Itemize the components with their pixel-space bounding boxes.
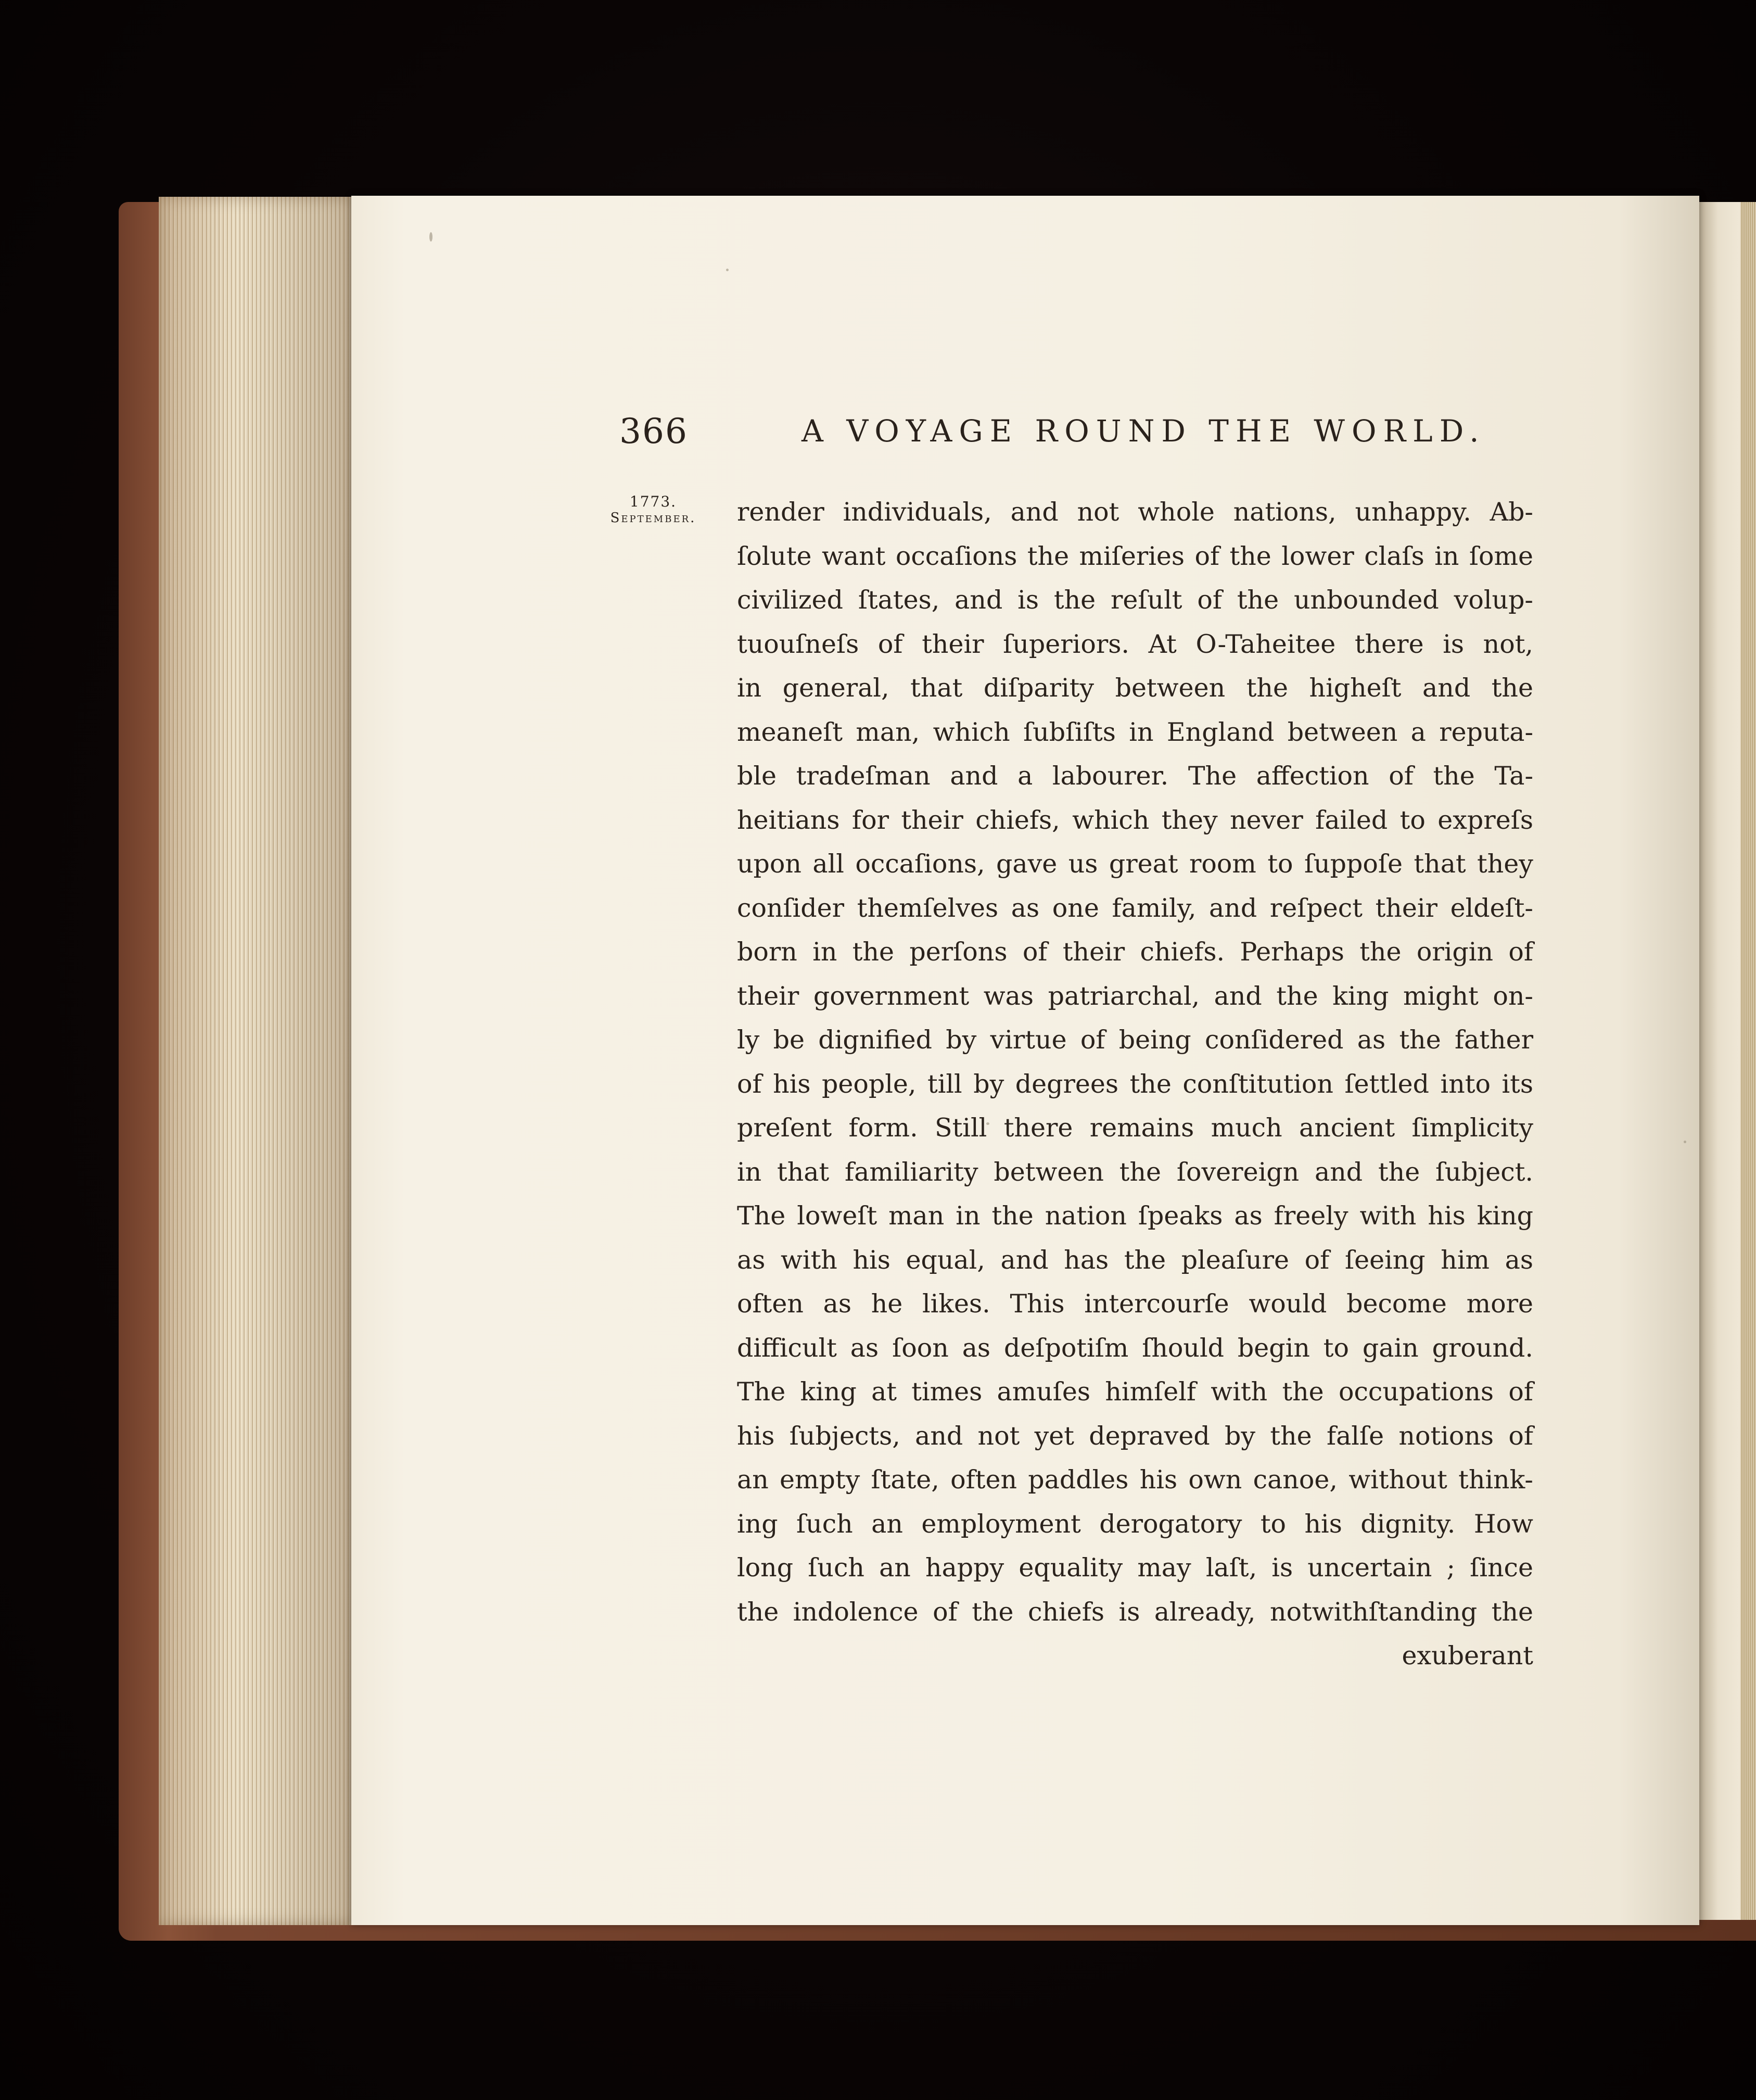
text-line: ble tradeſman and a labourer. The affection of the Ta- bbox=[737, 761, 1533, 791]
page-edges bbox=[159, 197, 352, 1925]
text-line: ing ſuch an employment derogatory to his dignity. How bbox=[737, 1509, 1533, 1539]
text-line: difficult as ſoon as deſpotiſm ſhould begin to gain ground. bbox=[737, 1333, 1533, 1363]
running-head bbox=[619, 411, 1535, 458]
catchword: exuberant bbox=[1402, 1641, 1533, 1671]
text-line: often as he likes. This intercourſe would become more bbox=[737, 1289, 1533, 1319]
text-line: in general, that diſparity between the higheſt and the bbox=[737, 673, 1533, 703]
text-line: upon all occaſions, gave us great room to ſuppoſe that they bbox=[737, 849, 1533, 879]
facing-page-edge bbox=[1698, 202, 1756, 1920]
text-line: civilized ſtates, and is the reſult of the unbounded volup- bbox=[737, 585, 1533, 615]
marginal-month: September. bbox=[610, 510, 696, 526]
text-line: ly be dignified by virtue of being conſidered as the father bbox=[737, 1025, 1533, 1055]
text-line: The king at times amuſes himſelf with the occupations of bbox=[737, 1377, 1533, 1407]
text-line: as with his equal, and has the pleaſure of ſeeing him as bbox=[737, 1245, 1533, 1275]
text-line: meaneſt man, which ſubſiſts in England between a reputa- bbox=[737, 717, 1533, 747]
text-line: an empty ſtate, often paddles his own canoe, without think- bbox=[737, 1465, 1533, 1495]
text-line: their government was patriarchal, and the king might on- bbox=[737, 981, 1533, 1011]
text-line: of his people, till by degrees the conſtitution ſettled into its bbox=[737, 1069, 1533, 1099]
running-title: A VOYAGE ROUND THE WORLD. bbox=[801, 413, 1486, 449]
marginal-year: 1773. bbox=[629, 493, 677, 510]
body-text bbox=[737, 490, 1533, 1678]
text-line: The loweſt man in the nation ſpeaks as freely with his king bbox=[737, 1201, 1533, 1231]
text-line: long ſuch an happy equality may laſt, is uncertain ; ſince bbox=[737, 1553, 1533, 1583]
paper-speck bbox=[429, 232, 432, 242]
marginal-date-note bbox=[583, 494, 723, 526]
text-line: preſent form. Still there remains much ancient ſimplicity bbox=[737, 1113, 1533, 1143]
text-line: his ſubjects, and not yet depraved by the falſe notions of bbox=[737, 1421, 1533, 1451]
text-line: the indolence of the chiefs is already, notwithſtanding the bbox=[737, 1597, 1533, 1627]
text-line: in that familiarity between the ſovereign and the ſubject. bbox=[737, 1157, 1533, 1187]
paper-speck bbox=[1684, 1141, 1686, 1143]
text-line: ſolute want occaſions the miſeries of the lower claſs in ſome bbox=[737, 541, 1533, 571]
text-line: born in the perſons of their chiefs. Perhaps the origin of bbox=[737, 937, 1533, 967]
text-line: conſider themſelves as one family, and reſpect their eldeſt- bbox=[737, 893, 1533, 923]
text-line: heitians for their chiefs, which they never failed to expreſs bbox=[737, 805, 1533, 835]
paper-speck bbox=[726, 269, 729, 271]
page-number: 366 bbox=[619, 411, 688, 451]
text-line: render individuals, and not whole nations, unhappy. Ab- bbox=[737, 497, 1533, 527]
text-line: tuouſneſs of their ſuperiors. At O-Taheitee there is not, bbox=[737, 629, 1533, 659]
